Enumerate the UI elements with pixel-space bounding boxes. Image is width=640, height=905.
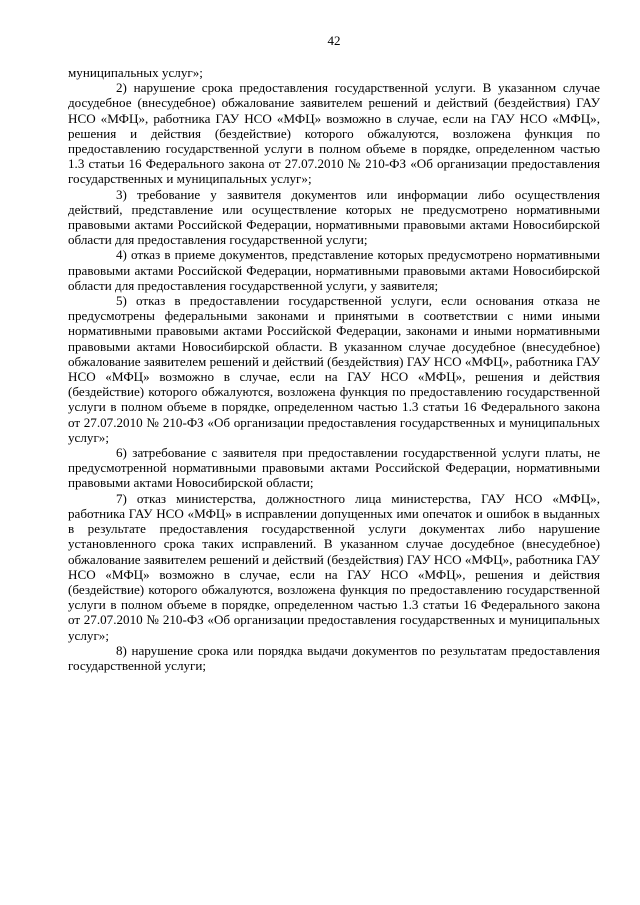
list-item-4: 4) отказ в приеме документов, представление которых предусмотрено нормативными правовыми актами Российской Федерации, нормативными правовыми актами Новосибирской области для предоставления государственной услуги, у заявителя;: [68, 247, 600, 293]
list-item-2: 2) нарушение срока предоставления государственной услуги. В указанном случае досудебное (внесудебное) обжалование заявителем решений и действий (бездействия) ГАУ НСО «МФЦ», работника ГАУ НСО «МФЦ» возможно в случае, если на ГАУ НСО «МФЦ», решения и действия (бездействие) которого обжалуются, возложена функция по предоставлению государственной услуги в полном объеме в порядке, определенном частью 1.3 статьи 16 Федерального закона от 27.07.2010 № 210-ФЗ «Об организации предоставления государственных и муниципальных услуг»;: [68, 80, 600, 187]
list-item-6: 6) затребование с заявителя при предоставлении государственной услуги платы, не предусмотренной нормативными правовыми актами Российской Федерации, нормативными правовыми актами Новосибирской области;: [68, 445, 600, 491]
list-item-8: 8) нарушение срока или порядка выдачи документов по результатам предоставления государственной услуги;: [68, 642, 600, 673]
document-body: [68, 65, 600, 673]
list-item-3: 3) требование у заявителя документов или информации либо осуществления действий, представление или осуществление которых не предусмотрено нормативными правовыми актами Российской Федерации, нормативными правовыми актами Новосибирской области для предоставления государственной услуги;: [68, 186, 600, 248]
paragraph-continuation: муниципальных услуг»;: [68, 65, 203, 80]
list-item-7: 7) отказ министерства, должностного лица министерства, ГАУ НСО «МФЦ», работника ГАУ НСО «МФЦ» в исправлении допущенных ими опечаток и ошибок в выданных в результате предоставления государственной услуги документах либо нарушение установленного срока таких исправлений. В указанном случае досудебное (внесудебное) обжалование заявителем решений и действий (бездействия) ГАУ НСО «МФЦ», работника ГАУ НСО «МФЦ» возможно в случае, если на ГАУ НСО «МФЦ», решения и действия (бездействие) которого обжалуются, возложена функция по предоставлению государственной услуги в полном объеме в порядке, определенном частью 1.3 статьи 16 Федерального закона от 27.07.2010 № 210-ФЗ «Об организации предоставления государственных и муниципальных услуг»;: [68, 490, 600, 643]
page-number: 42: [327, 33, 341, 48]
list-item-5: 5) отказ в предоставлении государственной услуги, если основания отказа не предусмотрены федеральными законами и принятыми в соответствии с ними иными нормативными правовыми актами Российской Федерации, законами и иными нормативными правовыми актами Новосибирской области. В указанном случае досудебное (внесудебное) обжалование заявителем решений и действий (бездействия) ГАУ НСО «МФЦ», работника ГАУ НСО «МФЦ» возможно в случае, если на ГАУ НСО «МФЦ», решения и действия (бездействие) которого обжалуются, возложена функция по предоставлению государственной услуги в полном объеме в порядке, определенном частью 1.3 статьи 16 Федерального закона от 27.07.2010 № 210-ФЗ «Об организации предоставления государственных и муниципальных услуг»;: [68, 293, 600, 445]
